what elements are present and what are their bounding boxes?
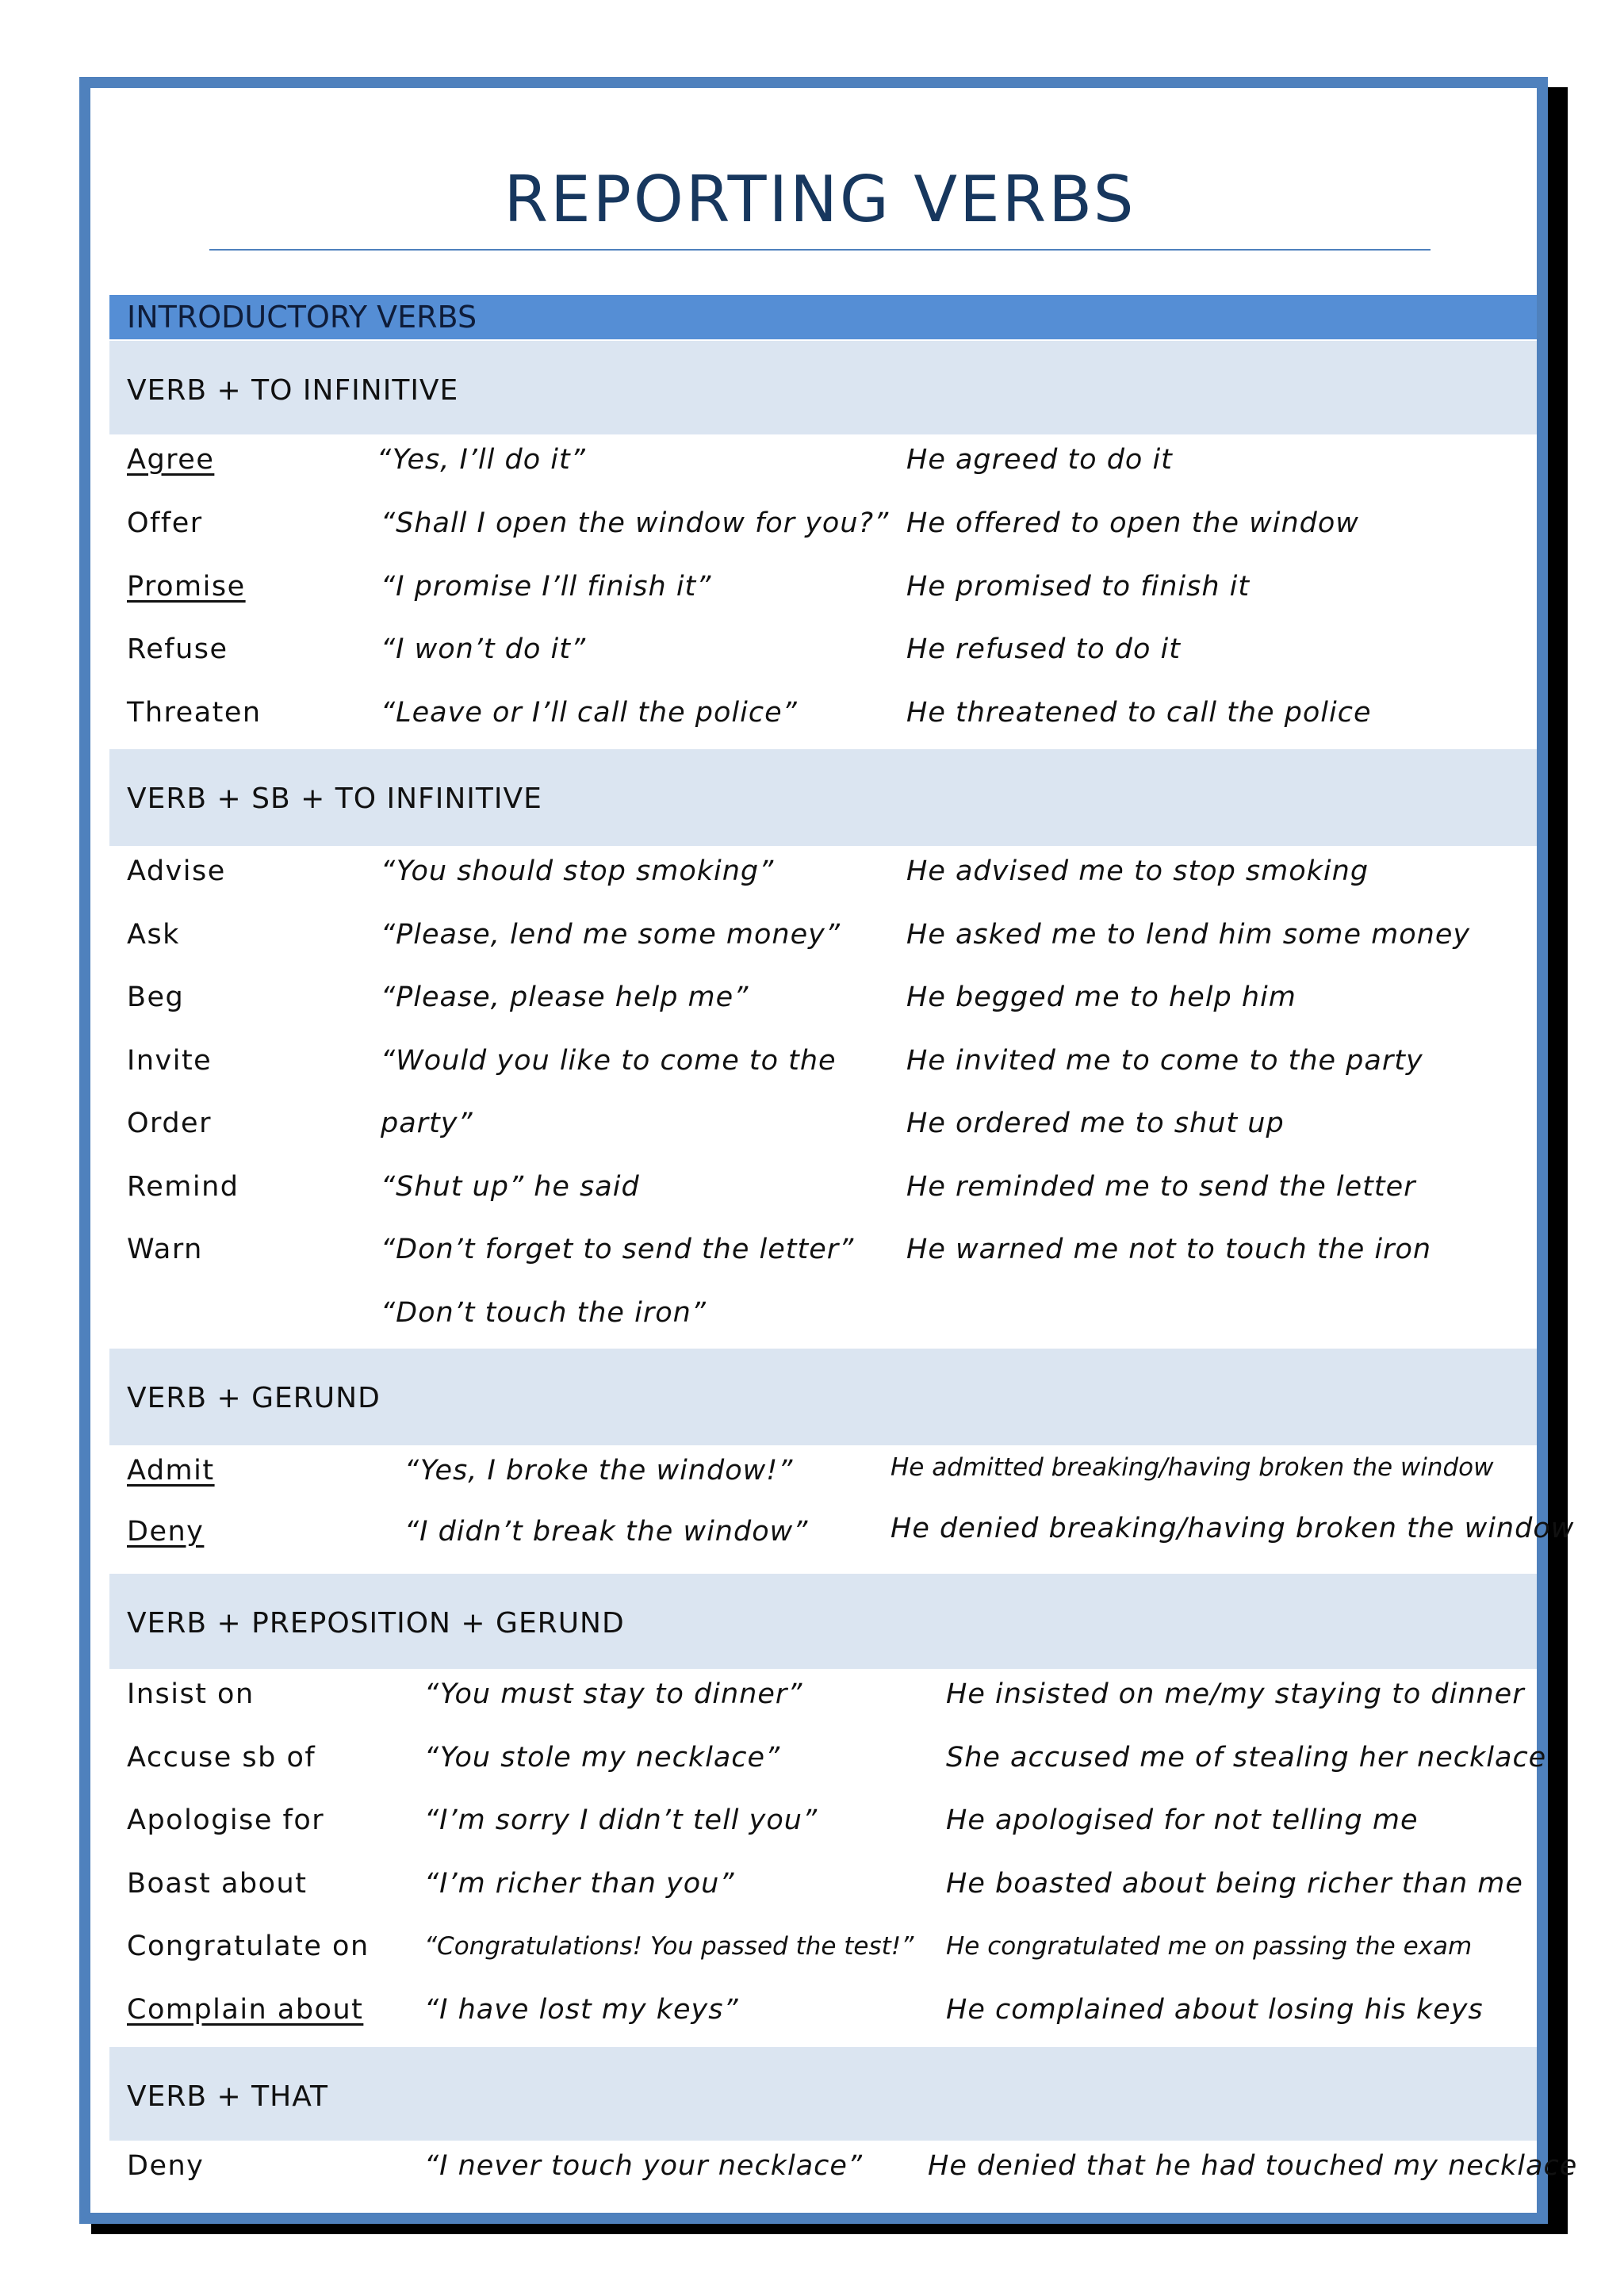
verb-cell: Complain about (127, 1993, 364, 2026)
table-row (109, 972, 1537, 1035)
table-row (109, 1288, 1537, 1351)
table-row (109, 561, 1537, 625)
table-row (109, 846, 1537, 909)
report-cell: He denied breaking/having broken the window (891, 1513, 1575, 1544)
report-cell: He warned me not to touch the iron (906, 1234, 1432, 1265)
quote-cell: “Please, please help me” (381, 982, 749, 1013)
verb-cell: Refuse (127, 633, 228, 665)
quote-cell: “Congratulations! You passed the test!” (424, 1932, 914, 1961)
verb-cell: Advise (127, 855, 226, 887)
report-cell: He congratulated me on passing the exam (946, 1932, 1473, 1961)
quote-cell: “I didn’t break the window” (404, 1516, 809, 1548)
table-row (109, 1921, 1537, 1984)
verb-cell: Accuse sb of (127, 1741, 316, 1774)
section-verb-sb-to-infinitive (109, 749, 1537, 1350)
quote-cell: “Leave or I’ll call the police” (381, 696, 798, 729)
report-cell: He offered to open the window (906, 507, 1359, 539)
report-cell: He promised to finish it (906, 570, 1251, 603)
report-cell: He invited me to come to the party (906, 1044, 1423, 1077)
table-row (109, 1795, 1537, 1858)
quote-cell: “Don’t forget to send the letter” (381, 1234, 855, 1265)
table-row (109, 687, 1537, 751)
report-cell: He admitted breaking/having broken the window (891, 1453, 1494, 1482)
table-row (109, 1035, 1537, 1099)
section-verb-preposition-gerund (109, 1574, 1547, 2064)
table-row (109, 434, 1537, 498)
table-row (109, 1732, 1547, 1796)
quote-cell: “I promise I’ll finish it” (381, 570, 712, 603)
section-verb-gerund (109, 1349, 1575, 1574)
section-heading: VERB + TO INFINITIVE (109, 341, 1537, 434)
section-verb-to-infinitive (109, 341, 1537, 750)
table-row (109, 1224, 1537, 1288)
report-cell: He denied that he had touched my necklace (928, 2150, 1578, 2182)
page-title: REPORTING VERBS (504, 163, 1136, 236)
quote-cell: “I’m sorry I didn’t tell you” (424, 1804, 818, 1836)
table-row (109, 909, 1537, 973)
quote-cell: “Shall I open the window for you?” (381, 507, 890, 539)
verb-cell: Insist on (127, 1678, 255, 1710)
quote-cell: “Shut up” he said (381, 1170, 640, 1203)
table-row (109, 498, 1537, 561)
verb-cell: Deny (127, 2150, 205, 2182)
quote-cell: “Yes, I broke the window!” (404, 1455, 794, 1487)
verb-cell: Agree (127, 444, 215, 476)
quote-cell: “Would you like to come to the (381, 1044, 837, 1077)
verb-cell: Beg (127, 982, 185, 1013)
report-cell: He insisted on me/my staying to dinner (946, 1678, 1525, 1710)
verb-cell: Order (127, 1108, 212, 1139)
quote-cell: “I never touch your necklace” (424, 2150, 864, 2182)
section-heading: VERB + THAT (109, 2047, 1537, 2141)
report-cell: He advised me to stop smoking (906, 855, 1369, 887)
section-heading: VERB + GERUND (109, 1349, 1537, 1445)
title-underline (209, 249, 1431, 251)
verb-cell: Promise (127, 570, 246, 603)
table-row (109, 1506, 1575, 1574)
quote-cell: “Don’t touch the iron” (381, 1296, 707, 1329)
report-cell: He refused to do it (906, 633, 1181, 665)
report-cell: He threatened to call the police (906, 696, 1372, 729)
report-cell: He apologised for not telling me (946, 1804, 1419, 1836)
quote-cell: “I’m richer than you” (424, 1867, 735, 1900)
section-heading: VERB + PREPOSITION + GERUND (109, 1574, 1537, 1669)
quote-cell: “I won’t do it” (381, 633, 587, 665)
table-row (109, 1858, 1537, 1922)
report-cell: He complained about losing his keys (946, 1993, 1484, 2026)
quote-cell: “I have lost my keys” (424, 1993, 739, 2026)
verb-cell: Remind (127, 1170, 239, 1203)
report-cell: He ordered me to shut up (906, 1108, 1285, 1139)
verb-cell: Deny (127, 1516, 205, 1548)
report-cell: He begged me to help him (906, 982, 1297, 1013)
verb-cell: Ask (127, 918, 180, 951)
quote-cell: “You stole my necklace” (424, 1741, 781, 1774)
report-cell: He asked me to lend him some money (906, 918, 1471, 951)
verb-cell: Apologise for (127, 1804, 325, 1836)
report-cell: She accused me of stealing her necklace (946, 1741, 1547, 1774)
quote-cell: “You must stay to dinner” (424, 1678, 803, 1710)
quote-cell: “You should stop smoking” (381, 855, 775, 887)
table-row (109, 1161, 1537, 1225)
report-cell: He agreed to do it (906, 444, 1173, 476)
report-cell: He boasted about being richer than me (946, 1867, 1523, 1900)
section-verb-that (109, 2047, 1578, 2204)
table-row (109, 1445, 1537, 1506)
quote-cell: party” (381, 1108, 473, 1139)
verb-cell: Admit (127, 1455, 215, 1487)
quote-cell: “Please, lend me some money” (381, 918, 841, 951)
table-row (109, 624, 1537, 687)
table-row (109, 1669, 1537, 1732)
verb-cell: Warn (127, 1234, 203, 1265)
quote-cell: “Yes, I’ll do it” (377, 444, 586, 476)
table-row (109, 2141, 1578, 2204)
verb-cell: Offer (127, 507, 203, 539)
section-heading: VERB + SB + TO INFINITIVE (109, 749, 1537, 846)
verb-cell: Boast about (127, 1867, 308, 1900)
verb-cell: Threaten (127, 696, 262, 729)
verb-cell: Congratulate on (127, 1931, 370, 1962)
report-cell: He reminded me to send the letter (906, 1170, 1416, 1203)
introductory-verbs-bar: INTRODUCTORY VERBS (109, 295, 1537, 339)
table-row (109, 1098, 1537, 1161)
verb-cell: Invite (127, 1044, 213, 1077)
